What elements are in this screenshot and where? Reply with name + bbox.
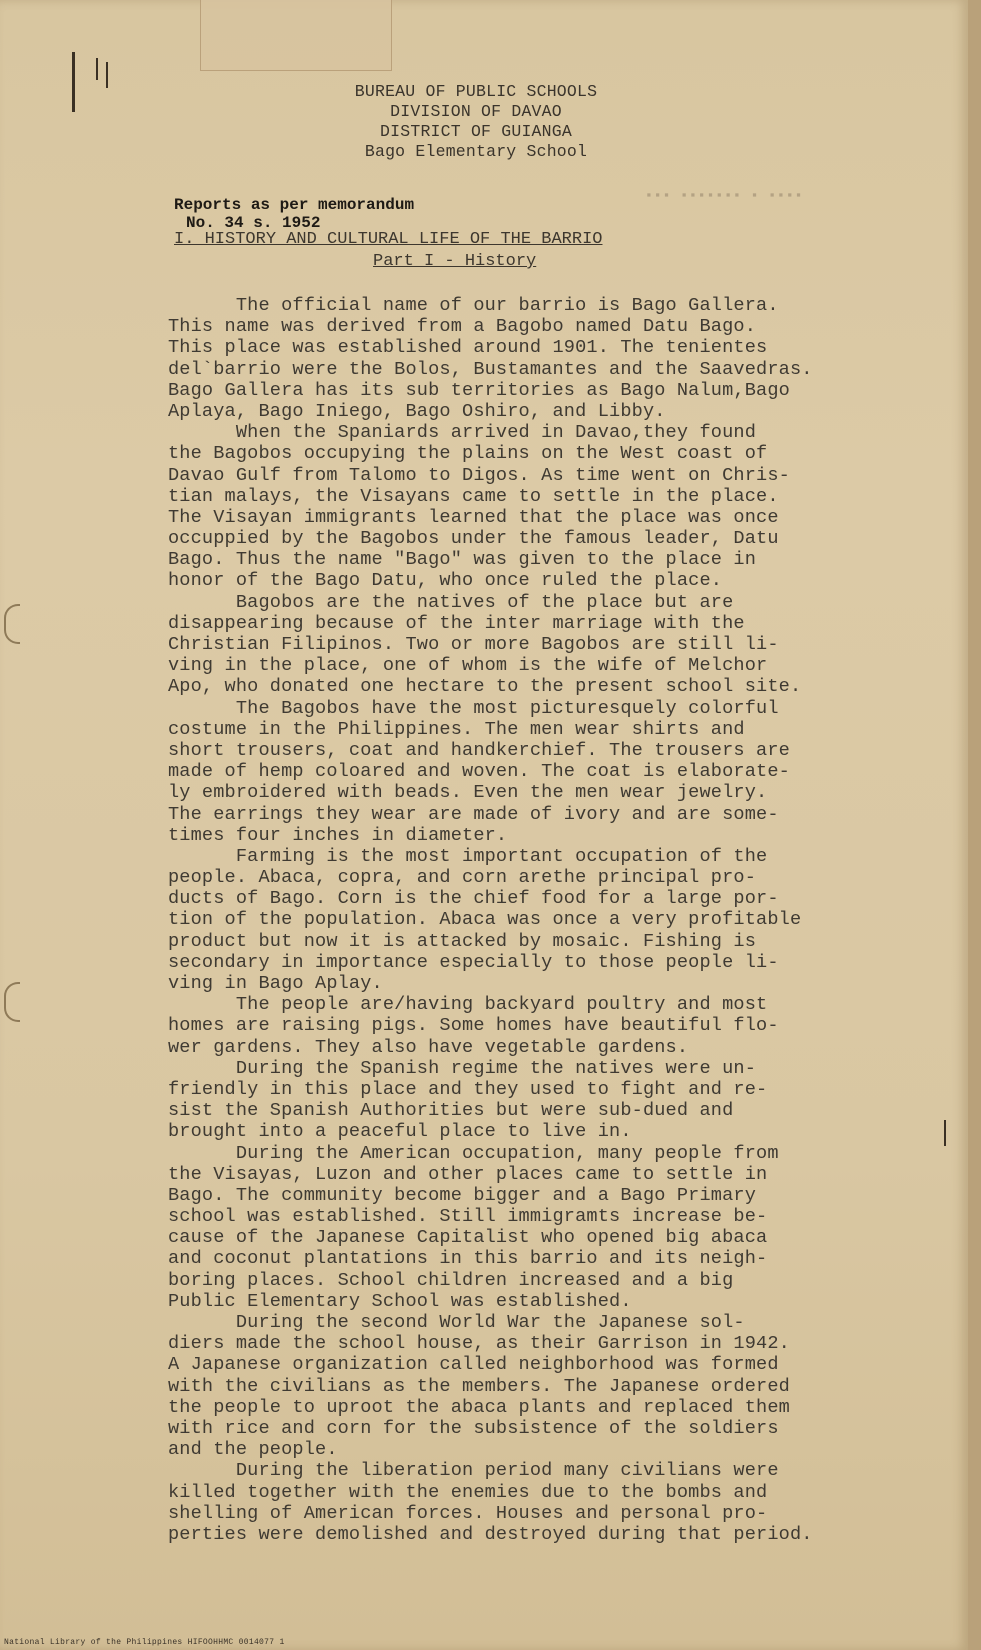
body-line: The earrings they wear are made of ivory and are some-	[168, 803, 779, 825]
body-line: made of hemp coloared and woven. The coat is elaborate-	[168, 761, 790, 783]
body-line: Farming is the most important occupation of the	[168, 845, 768, 867]
body-line: ly embroidered with beads. Even the men wear jewelry.	[168, 782, 768, 804]
body-line: killed together with the enemies due to the bombs and	[168, 1481, 768, 1503]
body-line: shelling of American forces. Houses and personal pro-	[168, 1502, 768, 1524]
report-title: Reports as per memorandum	[174, 196, 415, 214]
margin-ink-mark	[72, 52, 75, 112]
body-line: The people are/having backyard poultry and most	[168, 994, 768, 1016]
body-line: Davao Gulf from Talomo to Digos. As time went on Chris-	[168, 464, 790, 486]
body-line: ving in Bago Aplay.	[168, 973, 383, 994]
margin-ink-mark	[96, 58, 98, 80]
body-line: friendly in this place and they used to fight and re-	[168, 1078, 768, 1100]
body-line: Bago. Thus the name "Bago" was given to the place in	[168, 549, 757, 571]
body-line: The Visayan immigrants learned that the place was once	[168, 506, 779, 528]
body-line: disappearing because of the inter marriage with the	[168, 612, 745, 634]
tape-strip	[200, 0, 392, 71]
body-line: Bago Gallera has its sub territories as Bago Nalum,Bago	[168, 379, 790, 401]
page-edge	[968, 0, 981, 1650]
body-line: During the Spanish regime the natives were un-	[168, 1057, 757, 1079]
body-line: and the people.	[168, 1439, 338, 1461]
body-line: ducts of Bago. Corn is the chief food for a large por-	[168, 888, 779, 910]
part-heading: Part I - History	[373, 252, 537, 271]
body-line: Public Elementary School was established.	[168, 1290, 632, 1312]
body-line: During the second World War the Japanese sol-	[168, 1312, 745, 1333]
body-line: tion of the population. Abaca was once a very profitable	[168, 909, 802, 931]
margin-tick	[944, 1120, 954, 1146]
body-line: A Japanese organization called neighborhood was formed	[168, 1354, 779, 1376]
body-line: Christian Filipinos. Two or more Bagobos are still li-	[168, 634, 779, 655]
body-line: This place was established around 1901. The tenientes	[168, 337, 768, 359]
body-line: and coconut plantations in this barrio and its neigh-	[168, 1248, 768, 1270]
body-line: brought into a peaceful place to live in.	[168, 1121, 632, 1143]
school-header	[296, 82, 656, 162]
body-line: This name was derived from a Bagobo named Datu Bago.	[168, 316, 757, 338]
body-line: people. Abaca, copra, and corn arethe principal pro-	[168, 867, 757, 889]
body-line: Bago. The community become bigger and a Bago Primary	[168, 1184, 757, 1206]
header-district: DISTRICT OF GUIANGA	[380, 122, 572, 141]
body-line: product but now it is attacked by mosaic. Fishing is	[168, 930, 757, 952]
body-line: short trousers, coat and handkerchief. The trousers are	[168, 739, 790, 761]
body-line: with the civilians as the members. The Japanese ordered	[168, 1375, 790, 1397]
body-line: The Bagobos have the most picturesquely colorful	[168, 697, 779, 719]
body-line: costume in the Philippines. The men wear shirts and	[168, 718, 745, 740]
body-line: Bagobos are the natives of the place but are	[168, 591, 734, 613]
punch-hole	[4, 982, 20, 1022]
body-line: cause of the Japanese Capitalist who opened big abaca	[168, 1227, 768, 1249]
body-line: secondary in importance especially to those people li-	[168, 951, 779, 973]
body-line: occuppied by the Bagobos under the famous leader, Datu	[168, 528, 779, 550]
body-line: wer gardens. They also have vegetable gardens.	[168, 1036, 689, 1058]
header-division: DIVISION OF DAVAO	[390, 102, 562, 121]
body-line: the people to uproot the abaca plants and replaced them	[168, 1396, 790, 1418]
header-bureau: BUREAU OF PUBLIC SCHOOLS	[354, 82, 598, 101]
body-line: school was established. Still immigramts increase be-	[168, 1206, 768, 1228]
body-line: During the American occupation, many people from	[168, 1142, 779, 1164]
punch-hole	[4, 604, 20, 644]
body-line: Apo, who donated one hectare to the present school site.	[168, 676, 802, 698]
section-heading: I. HISTORY AND CULTURAL LIFE OF THE BARRIO	[174, 230, 603, 249]
archive-footer: National Library of the Philippines HIFOOHHMC 0014077 1	[4, 1638, 285, 1647]
header-school: Bago Elementary School	[364, 142, 588, 161]
body-line: boring places. School children increased and a big	[168, 1269, 734, 1291]
history-body	[168, 295, 908, 1545]
memo-number: No. 34 s. 1952	[186, 214, 321, 232]
body-line: del`barrio were the Bolos, Bustamantes and the Saavedras.	[168, 358, 813, 380]
body-line: the Bagobos occupying the plains on the West coast of	[168, 443, 768, 465]
body-line: times four inches in diameter.	[168, 824, 508, 846]
margin-ink-mark	[106, 62, 108, 88]
faint-stamp: ▪▪▪ ▪▪▪▪▪▪▪ ▪ ▪▪▪▪	[645, 188, 804, 203]
body-line: with rice and corn for the subsistence of the soldiers	[168, 1417, 779, 1439]
body-line: The official name of our barrio is Bago Gallera.	[168, 295, 779, 316]
body-line: perties were demolished and destroyed during that period.	[168, 1523, 813, 1545]
body-line: the Visayas, Luzon and other places came to settle in	[168, 1163, 768, 1185]
body-line: homes are raising pigs. Some homes have beautiful flo-	[168, 1015, 779, 1037]
body-line: During the liberation period many civilians were	[168, 1460, 779, 1482]
body-line: sist the Spanish Authorities but were sub-dued and	[168, 1100, 734, 1122]
body-line: diers made the school house, as their Garrison in 1942.	[168, 1333, 790, 1355]
body-line: honor of the Bago Datu, who once ruled the place.	[168, 570, 723, 592]
body-line: ving in the place, one of whom is the wife of Melchor	[168, 655, 768, 677]
body-line: Aplaya, Bago Iniego, Bago Oshiro, and Libby.	[168, 400, 666, 422]
body-line: tian malays, the Visayans came to settle in the place.	[168, 485, 779, 507]
body-line: When the Spaniards arrived in Davao,they found	[168, 422, 757, 444]
